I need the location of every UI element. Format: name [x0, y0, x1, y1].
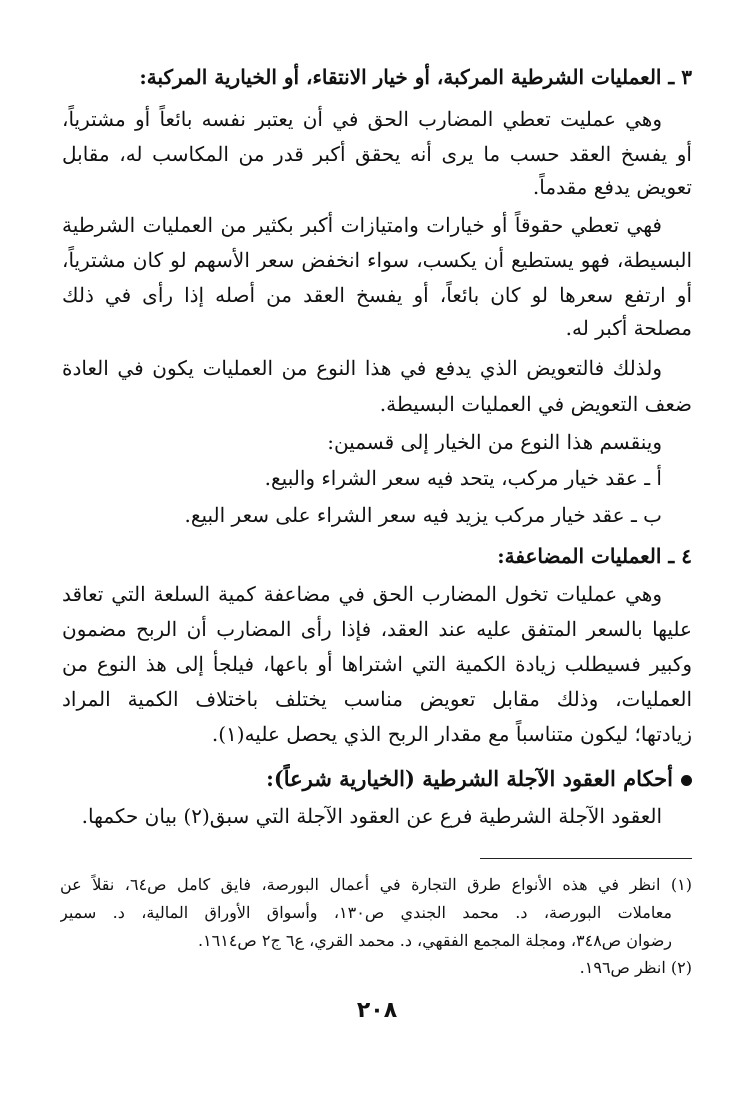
- page-number: ٢٠٨: [356, 998, 398, 1023]
- footnote-1-line-2: معاملات البورصة، د. محمد الجندي ص١٣٠، وأسواق الأوراق المالية، د. سمير: [60, 903, 672, 922]
- section-4-p1-line-3: وكبير فسيطلب زيادة الكمية التي اشتراها أو باعها، فيلجأ إلى هذ النوع من: [62, 652, 692, 676]
- section-3-heading: ٣ ـ العمليات الشرطية المركبة، أو خيار الانتقاء، أو الخيارية المركبة:: [139, 65, 692, 89]
- footnote-1-line-1: (١) انظر في هذه الأنواع طرق التجارة في أعمال البورصة، فايق كامل ص٦٤، نقلاً عن: [60, 875, 692, 894]
- rulings-heading: [62, 764, 692, 794]
- section-4-heading: ٤ ـ العمليات المضاعفة:: [497, 544, 692, 568]
- section-3-p1-line-1: وهي عمليت تعطي المضارب الحق في أن يعتبر نفسه بائعاً أو مشترياً،: [62, 107, 662, 131]
- section-4-p1-line-1: وهي عمليات تخول المضارب الحق في مضاعفة كمية السلعة التي تعاقد: [62, 582, 662, 606]
- section-4-p1-line-4: العمليات، وذلك مقابل تعويض مناسب يختلف باختلاف الكمية المراد: [62, 687, 692, 711]
- section-4-p1-line-2: عليها بالسعر المتفق عليه عند العقد، فإذا رأى المضارب أن الربح مضمون: [62, 617, 692, 641]
- section-3-p3-line-2: ضعف التعويض في العمليات البسيطة.: [379, 392, 692, 416]
- rulings-text: العقود الآجلة الشرطية فرع عن العقود الآجلة التي سبق(٢) بيان حكمها.: [81, 804, 662, 828]
- footnote-separator: [480, 858, 692, 859]
- section-3-p2-line-1: فهي تعطي حقوقاً أو خيارات وامتيازات أكبر بكثير من العمليات الشرطية: [62, 213, 662, 237]
- rulings-heading-text: أحكام العقود الآجلة الشرطية (الخيارية شرعاً):: [266, 766, 673, 791]
- footnote-2: (٢) انظر ص١٩٦.: [579, 958, 692, 977]
- list-item-b: ب ـ عقد خيار مركب يزيد فيه سعر الشراء على سعر البيع.: [184, 503, 662, 527]
- section-4-p1-line-5: زيادتها؛ ليكون متناسباً مع مقدار الربح الذي يحصل عليه(١).: [211, 722, 692, 746]
- section-3-p2-line-4: مصلحة أكبر له.: [565, 316, 692, 340]
- section-3-p1-line-2: أو يفسخ العقد حسب ما يرى أنه يحقق أكبر قدر من المكاسب له، مقابل: [62, 142, 692, 166]
- division-intro: وينقسم هذا النوع من الخيار إلى قسمين:: [327, 430, 662, 454]
- section-3-p2-line-2: البسيطة، فهو يستطيع أن يكسب، سواء انخفض سعر الأسهم لو كان مشترياً،: [62, 248, 692, 272]
- list-item-a: أ ـ عقد خيار مركب، يتحد فيه سعر الشراء والبيع.: [264, 466, 662, 490]
- bullet-icon: [681, 775, 692, 786]
- section-3-p1-line-3: تعويض يدفع مقدماً.: [532, 175, 692, 199]
- section-3-p3-line-1: ولذلك فالتعويض الذي يدفع في هذا النوع من العمليات يكون في العادة: [62, 356, 662, 380]
- section-3-p2-line-3: أو ارتفع سعرها لو كان بائعاً، أو يفسخ العقد من أصله إذا رأى في ذلك: [62, 283, 692, 307]
- footnote-1-line-3: رضوان ص٣٤٨، ومجلة المجمع الفقهي، د. محمد القري، ع٦ ج٢ ص١٦١٤.: [197, 931, 672, 950]
